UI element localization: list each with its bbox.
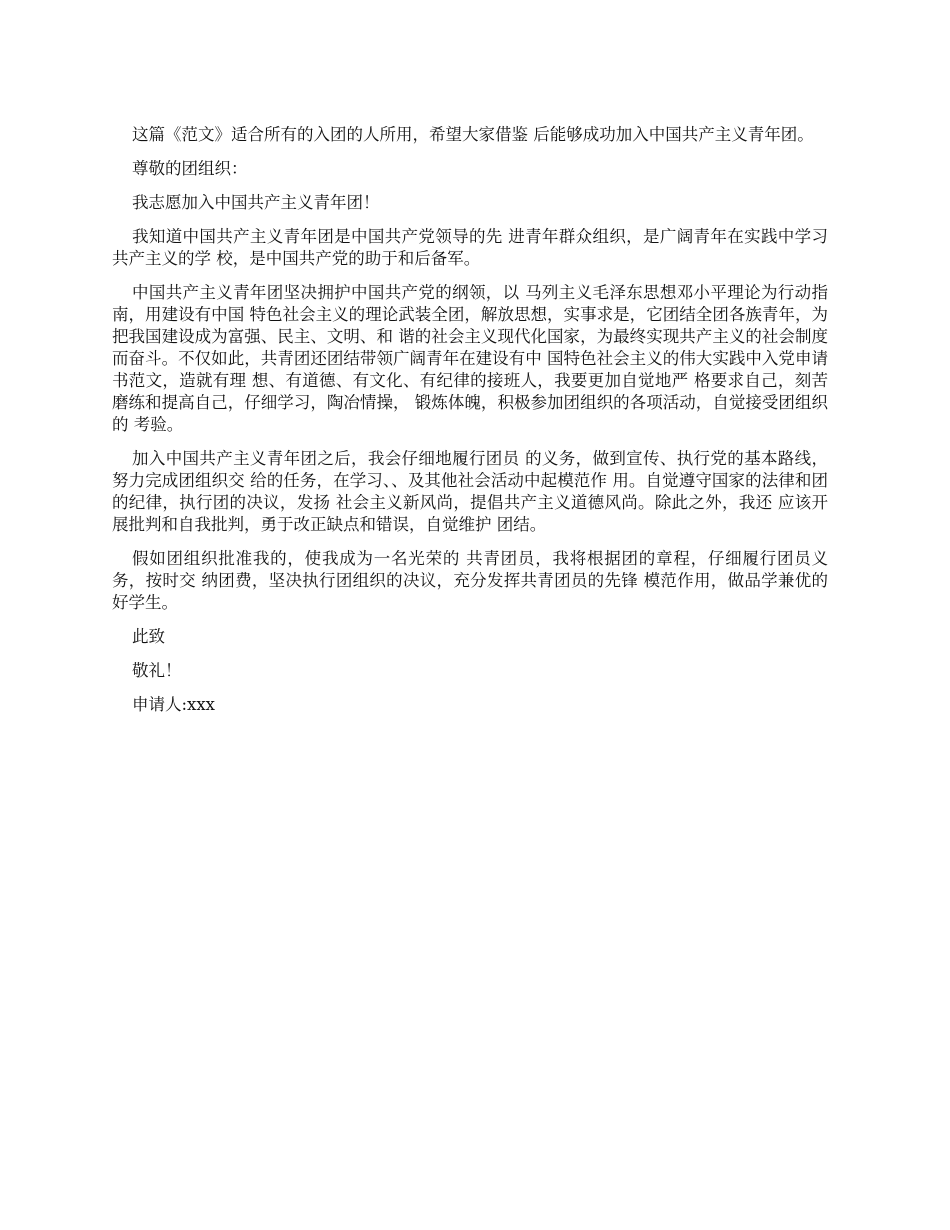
body-paragraph: 假如团组织批准我的，使我成为一名光荣的 共青团员，我将根据团的章程，仔细履行团员义务，按时交 纳团费，坚决执行团组织的决议，充分发挥共青团员的先锋 模范作用，做品学兼优的好学生。	[112, 549, 828, 612]
statement-paragraph: 我志愿加入中国共产主义青年团！	[132, 193, 380, 212]
signature-line: 申请人:xxx	[132, 695, 215, 714]
salutation: 尊敬的团组织：	[132, 159, 248, 178]
closing-line: 此致	[132, 627, 165, 646]
body-paragraph: 我知道中国共产主义青年团是中国共产党领导的先 进青年群众组织，是广阔青年在实践中学习共产主义的学 校，是中国共产党的助于和后备军。	[112, 227, 828, 268]
intro-paragraph: 这篇《范文》适合所有的入团的人所用，希望大家借鉴 后能够成功加入中国共产主义青年团。	[132, 125, 814, 144]
body-paragraph: 中国共产主义青年团坚决拥护中国共产党的纲领，以 马列主义毛泽东思想邓小平理论为行动指南，用建设有中国 特色社会主义的理论武装全团，解放思想，实事求是，它团结全团各族青年，为把我国建设成为富强、民主、文明、和 谐的社会主义现代化国家，为最终实现共产主义的社会制度 而奋斗。不仅如此，共青团还团结带领广阔青年在建设有中 国特色社会主义的伟大实践中入党申请书范文，造就有理 想、有道德、有文化、有纪律的接班人，我要更加自觉地严 格要求自己，刻苦磨练和提高自己，仔细学习，陶冶情操， 锻炼体魄，积极参加团组织的各项活动，自觉接受团组织的 考验。	[112, 283, 828, 434]
body-paragraph: 加入中国共产主义青年团之后，我会仔细地履行团员 的义务，做到宣传、执行党的基本路线，努力完成团组织交 给的任务，在学习、、及其他社会活动中起模范作 用。自觉遵守国家的法律和团的纪律，执行团的决议，发扬 社会主义新风尚，提倡共产主义道德风尚。除此之外，我还 应该开展批判和自我批判，勇于改正缺点和错误，自觉维护 团结。	[112, 449, 828, 534]
regards-line: 敬礼！	[132, 661, 182, 680]
document-page	[112, 124, 828, 728]
